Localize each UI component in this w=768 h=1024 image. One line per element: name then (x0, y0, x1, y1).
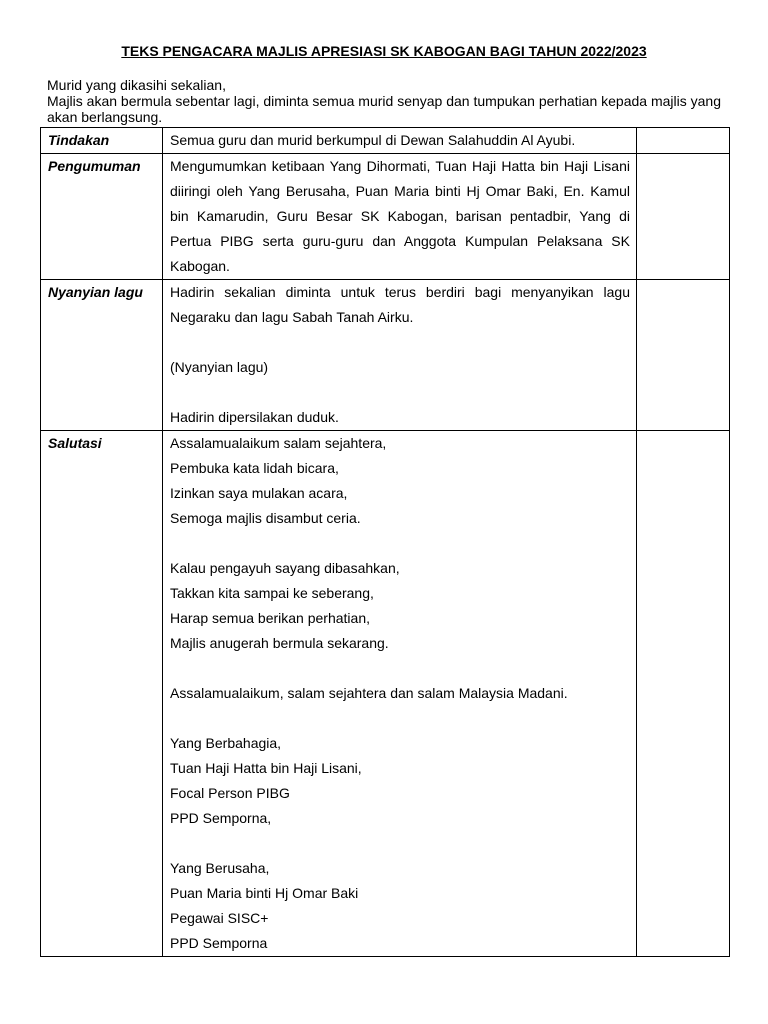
nyanyian-instruction: Hadirin sekalian diminta untuk terus berdiri bagi menyanyikan lagu Negaraku dan lagu Sabah Tanah Airku. (170, 284, 630, 325)
document-title: TEKS PENGACARA MAJLIS APRESIASI SK KABOGAN BAGI TAHUN 2022/2023 (121, 43, 647, 59)
salutasi-line: Kalau pengayuh sayang dibasahkan, (170, 560, 400, 576)
row-label-tindakan: Tindakan (41, 128, 163, 154)
intro-line-greeting: Murid yang dikasihi sekalian, (47, 77, 226, 93)
blank-line (170, 330, 630, 355)
table-row-pengumuman (41, 154, 730, 280)
row-content-tindakan: Semua guru dan murid berkumpul di Dewan Salahuddin Al Ayubi. (163, 128, 637, 154)
salutasi-line: Assalamualaikum, salam sejahtera dan salam Malaysia Madani. (170, 685, 568, 701)
script-table (40, 127, 730, 957)
salutasi-line: Takkan kita sampai ke seberang, (170, 585, 374, 601)
salutasi-line: PPD Semporna, (170, 810, 272, 826)
nyanyian-note: (Nyanyian lagu) (170, 359, 269, 375)
intro-paragraph (47, 77, 721, 125)
salutasi-line: Assalamualaikum salam sejahtera, (170, 435, 387, 451)
blank-line (170, 706, 630, 731)
salutasi-line: Semoga majlis disambut ceria. (170, 510, 361, 526)
table-row-tindakan (41, 128, 730, 154)
intro-line-instruction: Majlis akan bermula sebentar lagi, diminta semua murid senyap dan tumpukan perhatian kepada majlis yang akan berlangsung. (47, 93, 721, 125)
salutasi-line: Yang Berusaha, (170, 860, 270, 876)
salutasi-line: Pembuka kata lidah bicara, (170, 460, 339, 476)
row-label-salutasi: Salutasi (41, 431, 163, 957)
salutasi-line: Izinkan saya mulakan acara, (170, 485, 348, 501)
salutasi-line: PPD Semporna (170, 935, 268, 951)
row-notes-cell (637, 280, 730, 431)
salutasi-line: Harap semua berikan perhatian, (170, 610, 371, 626)
row-notes-cell (637, 128, 730, 154)
row-content-pengumuman: Mengumumkan ketibaan Yang Dihormati, Tuan Haji Hatta bin Haji Lisani diiringi oleh Yang Berusaha, Puan Maria binti Hj Omar Baki, En. Kamul bin Kamarudin, Guru Besar SK Kabogan, barisan pentadbir, Yang di Pertua PIBG serta guru-guru dan Anggota Kumpulan Pelaksana SK Kabogan. (163, 154, 637, 280)
table-row-nyanyian-lagu (41, 280, 730, 431)
table-row-salutasi (41, 431, 730, 957)
blank-line (170, 656, 630, 681)
row-notes-cell (637, 154, 730, 280)
row-notes-cell (637, 431, 730, 957)
nyanyian-closing: Hadirin dipersilakan duduk. (170, 409, 339, 425)
row-label-pengumuman: Pengumuman (41, 154, 163, 280)
salutasi-line: Majlis anugerah bermula sekarang. (170, 635, 389, 651)
row-content-nyanyian-lagu (163, 280, 637, 431)
salutasi-line: Yang Berbahagia, (170, 735, 282, 751)
blank-line (170, 531, 630, 556)
salutasi-line: Focal Person PIBG (170, 785, 290, 801)
row-label-nyanyian-lagu: Nyanyian lagu (41, 280, 163, 431)
blank-line (170, 831, 630, 856)
salutasi-line: Tuan Haji Hatta bin Haji Lisani, (170, 760, 362, 776)
row-content-salutasi (163, 431, 637, 957)
blank-line (170, 380, 630, 405)
salutasi-line: Puan Maria binti Hj Omar Baki (170, 885, 359, 901)
salutasi-line: Pegawai SISC+ (170, 910, 269, 926)
